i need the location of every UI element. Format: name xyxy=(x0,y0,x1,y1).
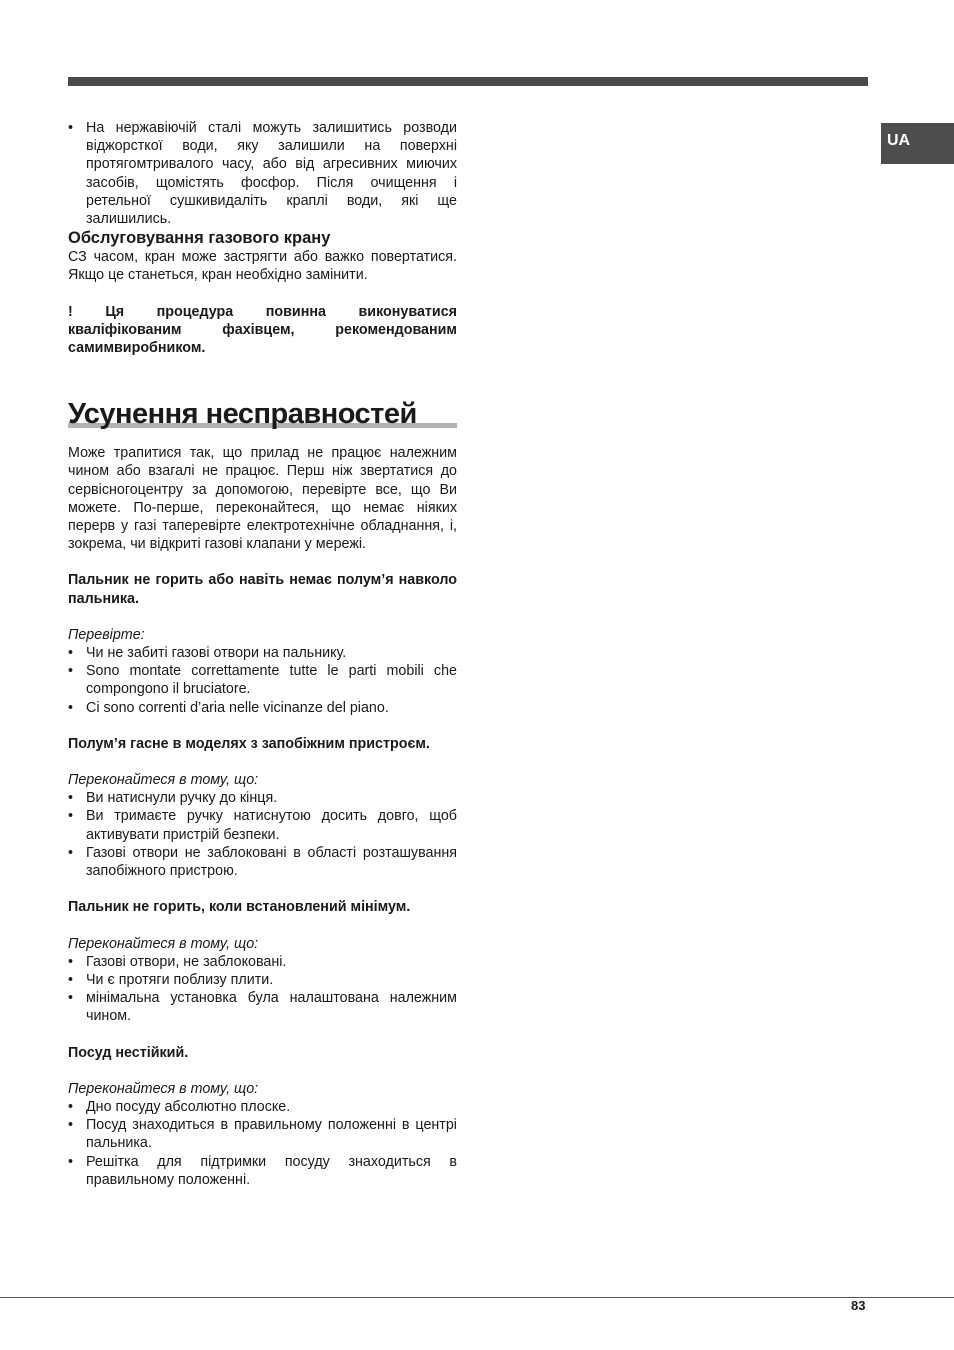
list-item: • мінімальна установка була налаштована належним чином. xyxy=(68,989,457,1025)
problem-title: Пальник не горить або навіть немає полум’я навколо пальника. xyxy=(68,572,457,607)
problem-check-label: Переконайтеся в тому, що: xyxy=(68,772,259,789)
main-column xyxy=(68,119,457,1189)
footer-rule xyxy=(0,1297,954,1298)
page-number: 83 xyxy=(851,1298,866,1313)
list-item: • Газові отвори не заблоковані в області розташування запобіжного пристрою. xyxy=(68,844,457,880)
tap-section-heading: Обслуговування газового крану xyxy=(68,229,331,248)
list-item: • Чи не забиті газові отвори на пальнику. xyxy=(68,644,457,662)
troubleshooting-intro: Може трапитися так, що прилад не працює належним чином або взагалі не працює. Перш ніж звертатися до сервісногоцентру за допомогою, перевірте все, що Ви можете. По-перше, переконайтеся, що немає ніяких перерв у газі таперевірте електротехнічне обладнання, і, зокрема, чи відкриті газові клапани у мережі. xyxy=(68,445,457,553)
list-item: • Ви натиснули ручку до кінця. xyxy=(68,789,457,807)
header-bar xyxy=(68,77,868,86)
problem-checklist xyxy=(68,789,457,880)
section-title-text: Усунення несправностей xyxy=(68,398,417,431)
section-title xyxy=(68,397,457,431)
list-item: • Чи є протяги поблизу плити. xyxy=(68,971,457,989)
list-item: • На нержавіючій сталі можуть залишитись розводи віджорсткої води, яку залишили на поверхні протягомтривалого часу, або від агресивних миючих засобів, щомістять фосфор. Після очищення і ретельної сушкивидаліть краплі води, які ще залишились. xyxy=(68,119,457,228)
problem-title: Посуд нестійкий. xyxy=(68,1044,189,1061)
problem-check-label: Переконайтеся в тому, що: xyxy=(68,935,259,952)
problem-checklist xyxy=(68,644,457,717)
problem-checklist xyxy=(68,1098,457,1189)
problem-checklist xyxy=(68,953,457,1026)
problem-title: Полум’я гасне в моделях з запобіжним пристроєм. xyxy=(68,735,430,752)
language-tab: UA xyxy=(881,123,954,164)
list-item: • Посуд знаходиться в правильному положенні в центрі пальника. xyxy=(68,1116,457,1152)
tap-section-warning: ! Ця процедура повинна виконуватися кваліфікованим фахівцем, рекомендованим самимвиробником. xyxy=(68,303,457,357)
tap-section-body: СЗ часом, кран може застрягти або важко повертатися. Якщо це станеться, кран необхідно замінити. xyxy=(68,249,457,284)
list-item: • Решітка для підтримки посуду знаходиться в правильному положенні. xyxy=(68,1153,457,1189)
problem-title: Пальник не горить, коли встановлений мінімум. xyxy=(68,899,411,916)
problem-check-label: Переконайтеся в тому, що: xyxy=(68,1080,259,1097)
list-item: • Ci sono correnti d’aria nelle vicinanze del piano. xyxy=(68,699,457,717)
list-item: • Ви тримаєте ручку натиснутою досить довго, щоб активувати пристрій безпеки. xyxy=(68,807,457,843)
list-item: • Sono montate correttamente tutte le parti mobili che compongono il bruciatore. xyxy=(68,662,457,698)
list-item: • Дно посуду абсолютно плоске. xyxy=(68,1098,457,1116)
intro-list xyxy=(68,119,457,228)
problem-check-label: Перевірте: xyxy=(68,626,145,643)
list-item: • Газові отвори, не заблоковані. xyxy=(68,953,457,971)
